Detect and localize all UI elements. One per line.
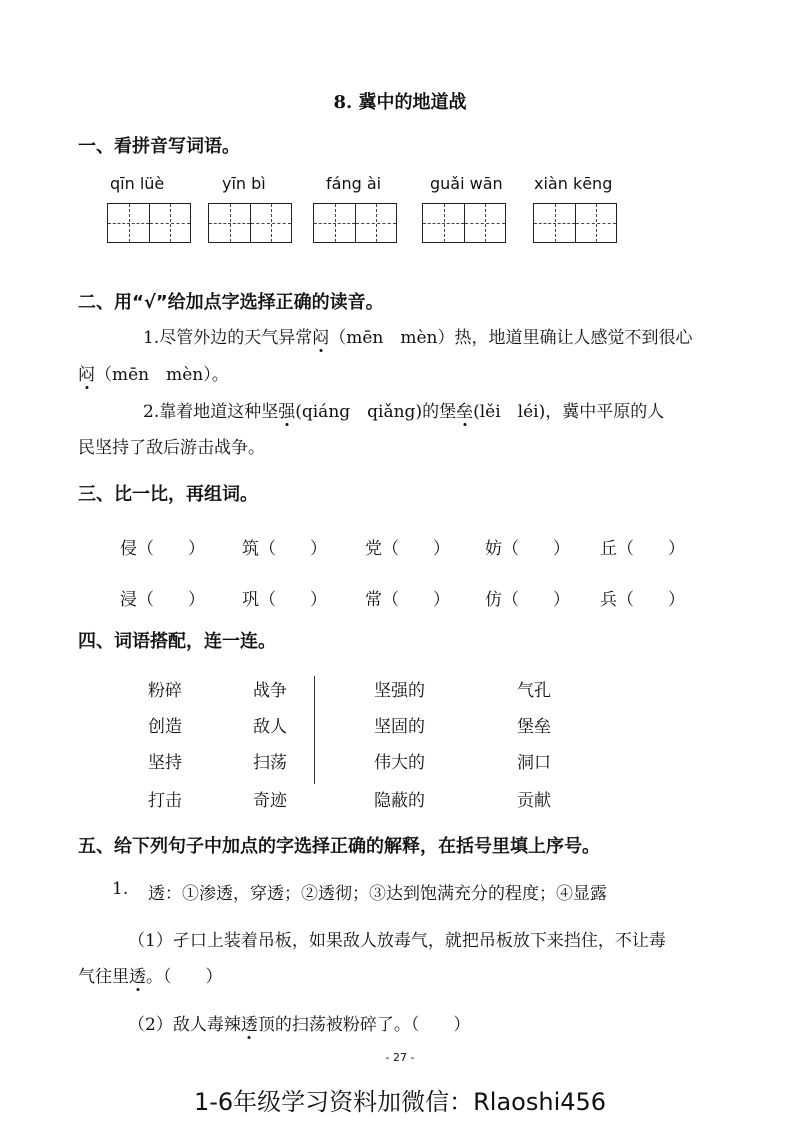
footer-text: 1-6年级学习资料加微信：Rlaoshi456 bbox=[193, 1088, 607, 1116]
q2-text-post: (lěi léi)，冀中平原的人 bbox=[473, 402, 665, 422]
q2-dotted-char: 强 bbox=[278, 402, 296, 422]
writing-grid-3[interactable] bbox=[313, 203, 397, 243]
q2-line1 bbox=[143, 397, 664, 422]
match-col3-item: 坚固的 bbox=[374, 717, 425, 737]
q2-line2: 民坚持了敌后游击战争。 bbox=[78, 438, 265, 458]
q1-line1 bbox=[143, 323, 693, 348]
s1-text-post: 。（ ） bbox=[146, 967, 223, 987]
pinyin-5: xiàn kēng bbox=[534, 174, 613, 193]
pinyin-1: qīn lüè bbox=[110, 174, 165, 193]
match-col1-item: 粉碎 bbox=[148, 681, 182, 701]
q1-dotted-char-2: 闷 bbox=[78, 365, 95, 385]
compare-word-10: 兵（ ） bbox=[600, 590, 685, 610]
page-number: - 27 - bbox=[385, 1051, 415, 1064]
s1-text-pre: 气往里 bbox=[78, 967, 129, 987]
compare-word-8: 常（ ） bbox=[365, 590, 450, 610]
s2-text-post: 顶的扫荡被粉碎了。（ ） bbox=[257, 1015, 471, 1035]
q2-dotted-char-2: 垒 bbox=[456, 402, 474, 422]
compare-word-5: 丘（ ） bbox=[600, 539, 685, 559]
q2-text-mid: (qiáng qiǎng)的堡 bbox=[295, 402, 457, 422]
match-col1-item: 打击 bbox=[148, 791, 182, 811]
compare-word-2: 筑（ ） bbox=[242, 539, 327, 559]
match-col4-item: 气孔 bbox=[517, 681, 551, 701]
pinyin-2: yīn bì bbox=[222, 174, 266, 193]
compare-word-4: 妨（ ） bbox=[485, 539, 570, 559]
sentence2 bbox=[128, 1010, 470, 1035]
q2-text-pre: 2.靠着地道这种坚 bbox=[143, 402, 279, 422]
q1-line2 bbox=[78, 360, 229, 385]
match-col2-item: 奇迹 bbox=[253, 791, 287, 811]
s2-dotted-char: 透 bbox=[240, 1015, 258, 1035]
section3-heading: 三、比一比，再组词。 bbox=[78, 484, 258, 505]
match-col1-item: 坚持 bbox=[148, 753, 182, 773]
section4-heading: 四、词语搭配，连一连。 bbox=[78, 631, 276, 652]
s2-text-pre: （2）敌人毒辣 bbox=[128, 1015, 241, 1035]
compare-word-7: 巩（ ） bbox=[242, 590, 327, 610]
match-divider bbox=[314, 676, 315, 784]
compare-word-6: 浸（ ） bbox=[120, 590, 205, 610]
q1-text-pre: 1.尽管外边的天气异常 bbox=[143, 328, 313, 348]
sentence1-line2 bbox=[78, 962, 223, 987]
sentence1-line1: （1）孑口上装着吊板，如果敌人放毒气，就把吊板放下来挡住，不让毒 bbox=[128, 931, 666, 951]
match-col3-item: 隐蔽的 bbox=[374, 791, 425, 811]
match-col3-item: 伟大的 bbox=[374, 753, 425, 773]
compare-word-9: 仿（ ） bbox=[485, 590, 570, 610]
match-col4-item: 洞口 bbox=[517, 753, 551, 773]
match-col1-item: 创造 bbox=[148, 717, 182, 737]
writing-grid-1[interactable] bbox=[107, 203, 191, 243]
compare-word-1: 侵（ ） bbox=[120, 539, 205, 559]
q1-dotted-char: 闷 bbox=[312, 328, 330, 348]
section2-heading: 二、用“√”给加点字选择正确的读音。 bbox=[78, 292, 384, 313]
match-col2-item: 扫荡 bbox=[253, 753, 287, 773]
compare-word-3: 党（ ） bbox=[365, 539, 450, 559]
match-col2-item: 战争 bbox=[253, 681, 287, 701]
item-definitions: 透：①渗透，穿透；②透彻；③达到饱满充分的程度；④显露 bbox=[148, 884, 607, 904]
section1-heading: 一、看拼音写词语。 bbox=[78, 136, 240, 157]
item-number: 1. bbox=[112, 879, 129, 899]
q1-text-post-2: （mēn mèn）。 bbox=[95, 365, 229, 385]
pinyin-4: guǎi wān bbox=[430, 174, 503, 193]
section5-heading: 五、给下列句子中加点的字选择正确的解释，在括号里填上序号。 bbox=[78, 836, 600, 857]
writing-grid-4[interactable] bbox=[422, 203, 506, 243]
match-col4-item: 贡献 bbox=[517, 791, 551, 811]
match-col3-item: 坚强的 bbox=[374, 681, 425, 701]
q1-text-post: （mēn mèn）热，地道里确让人感觉不到很心 bbox=[329, 328, 693, 348]
pinyin-3: fáng ài bbox=[326, 174, 382, 193]
s1-dotted-char: 透 bbox=[129, 967, 146, 987]
writing-grid-5[interactable] bbox=[533, 203, 617, 243]
page-title: 8. 冀中的地道战 bbox=[333, 92, 467, 113]
match-col4-item: 堡垒 bbox=[517, 717, 551, 737]
match-col2-item: 敌人 bbox=[253, 717, 287, 737]
writing-grid-2[interactable] bbox=[208, 203, 292, 243]
